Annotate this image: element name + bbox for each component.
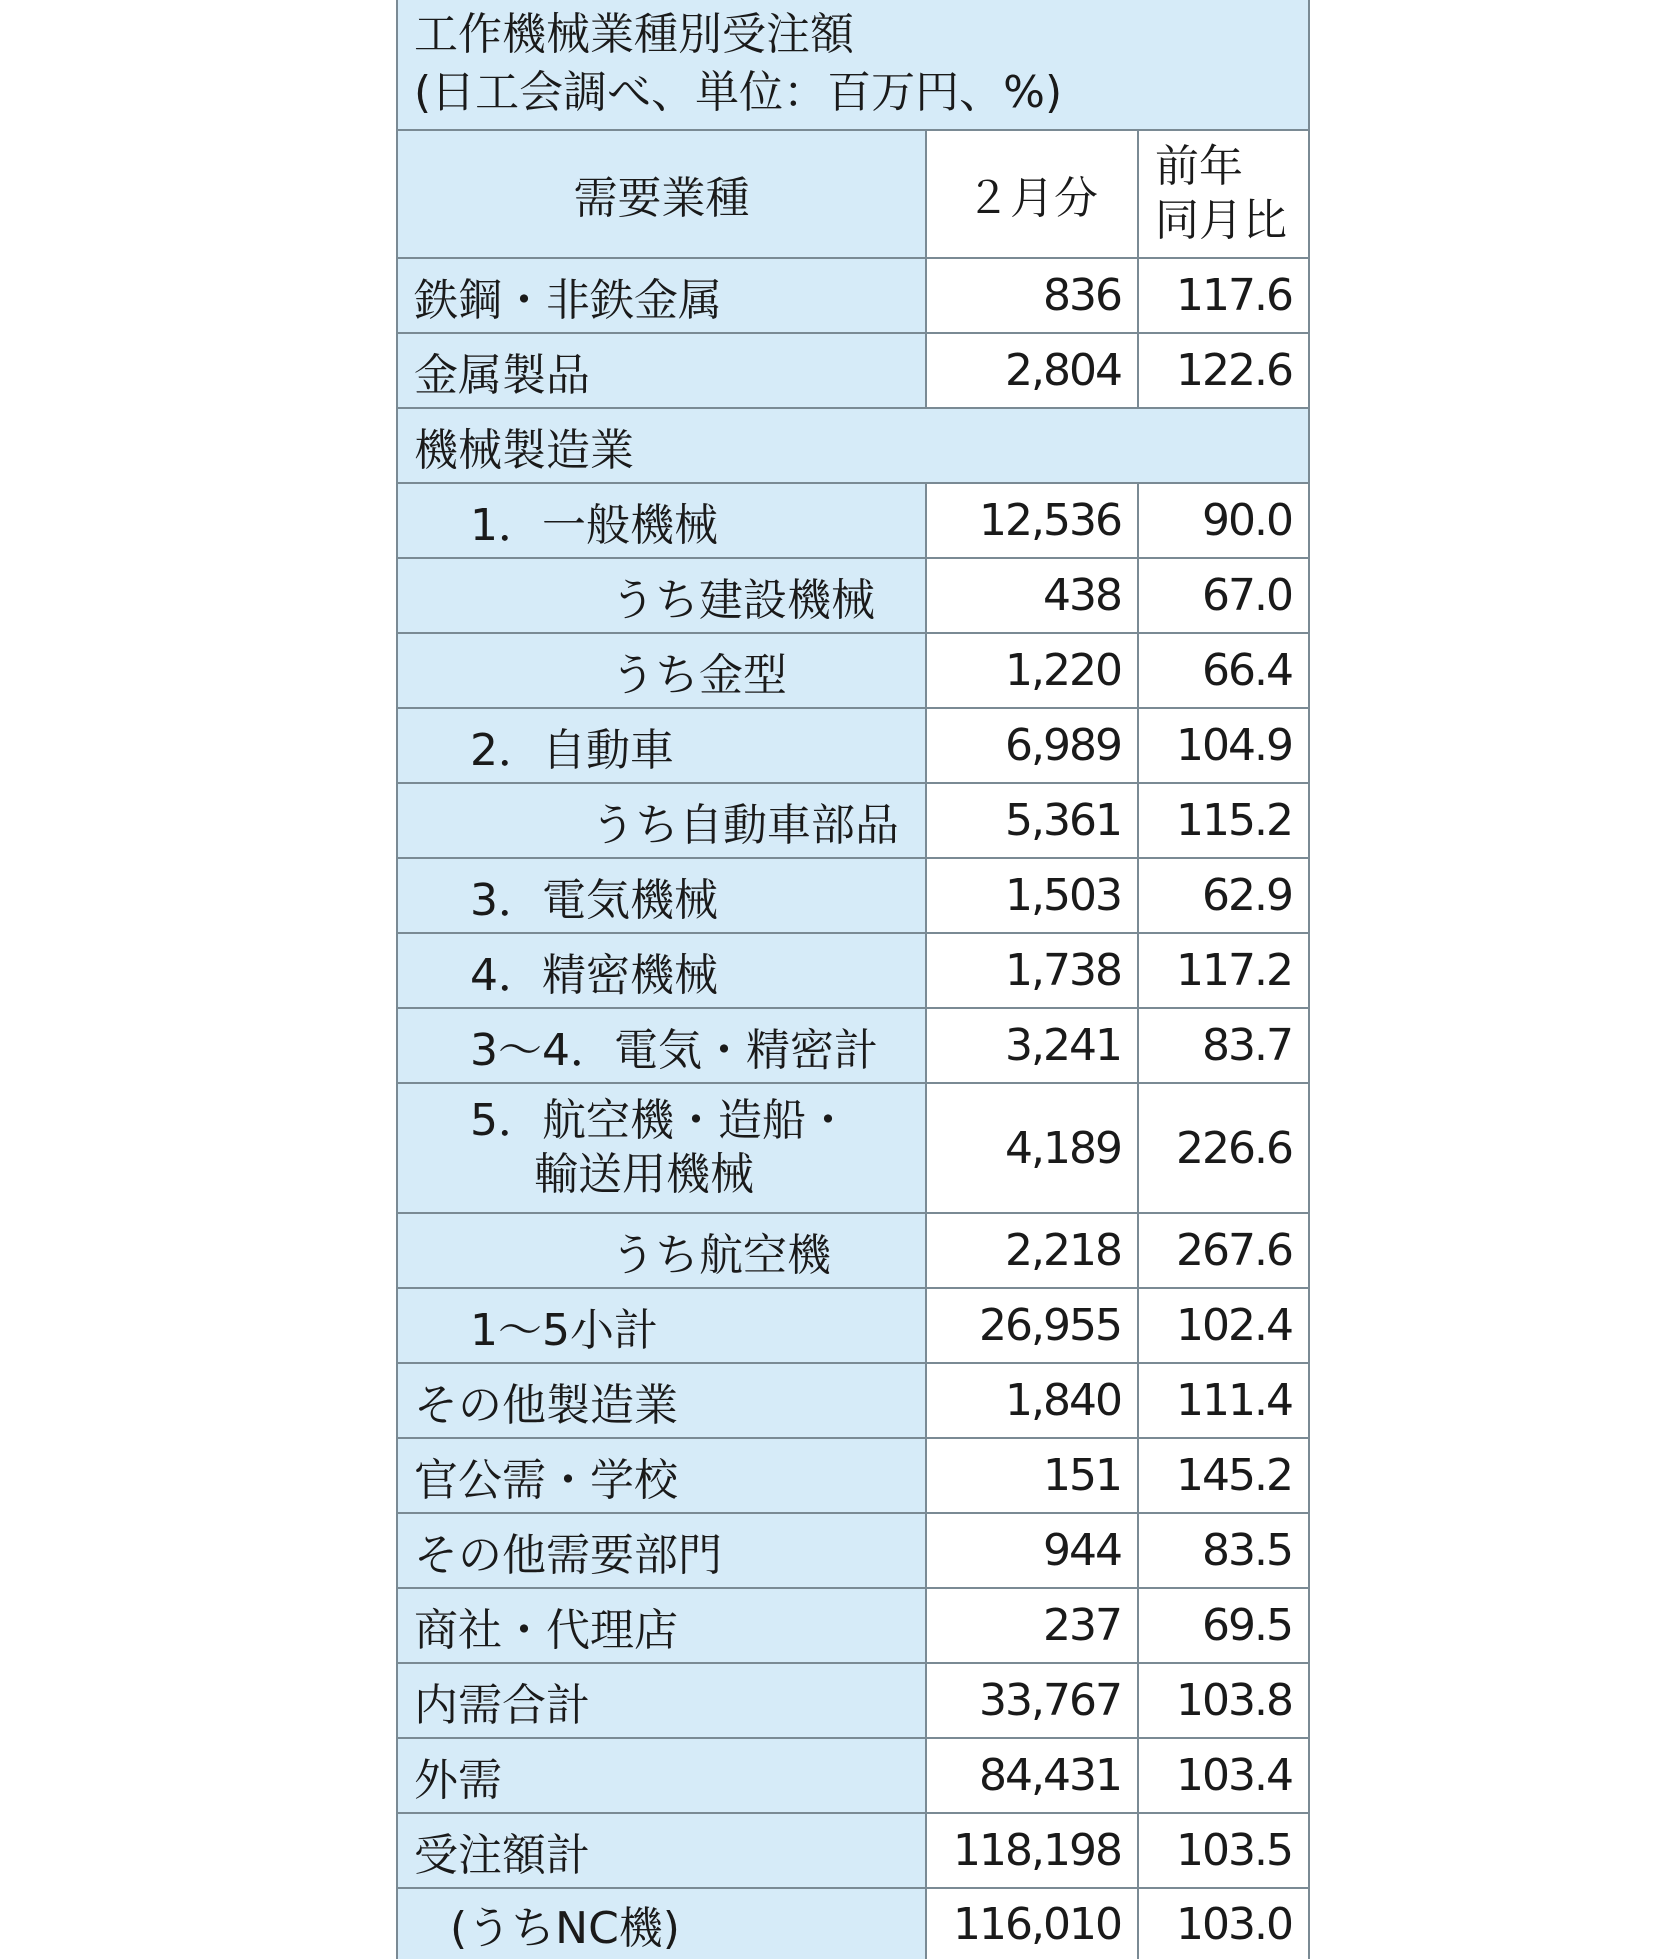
row-value: 2,804 bbox=[927, 334, 1139, 407]
header-yoy bbox=[1139, 131, 1308, 257]
row-label: 鉄鋼・非鉄金属 bbox=[398, 259, 927, 332]
row-value: 3,241 bbox=[927, 1009, 1139, 1082]
row-yoy: 83.7 bbox=[1139, 1009, 1308, 1082]
table-row bbox=[398, 1084, 1308, 1214]
orders-table bbox=[396, 0, 1310, 1959]
table-row bbox=[398, 259, 1308, 334]
row-label: 4．精密機械 bbox=[398, 934, 927, 1007]
row-label: 1．一般機械 bbox=[398, 484, 927, 557]
header-yoy-line-2: 同月比 bbox=[1155, 195, 1287, 246]
row-yoy: 103.0 bbox=[1139, 1889, 1308, 1959]
row-label: うち金型 bbox=[398, 634, 927, 707]
row-value: 4,189 bbox=[927, 1084, 1139, 1212]
table-row bbox=[398, 1214, 1308, 1289]
row-yoy: 145.2 bbox=[1139, 1439, 1308, 1512]
table-row bbox=[398, 784, 1308, 859]
table-row bbox=[398, 1589, 1308, 1664]
row-label: (うちNC機) bbox=[398, 1889, 927, 1959]
table-row bbox=[398, 1009, 1308, 1084]
table-title bbox=[398, 0, 1308, 131]
row-label-line-1: 5．航空機・造船・ bbox=[470, 1095, 850, 1146]
row-yoy: 103.4 bbox=[1139, 1739, 1308, 1812]
row-label: その他需要部門 bbox=[398, 1514, 927, 1587]
row-label: 外需 bbox=[398, 1739, 927, 1812]
row-value: 2,218 bbox=[927, 1214, 1139, 1287]
row-label: 2．自動車 bbox=[398, 709, 927, 782]
table-row bbox=[398, 1289, 1308, 1364]
row-yoy: 69.5 bbox=[1139, 1589, 1308, 1662]
row-yoy: 102.4 bbox=[1139, 1289, 1308, 1362]
header-february: ２月分 bbox=[927, 131, 1139, 257]
row-yoy: 117.6 bbox=[1139, 259, 1308, 332]
row-value: 6,989 bbox=[927, 709, 1139, 782]
table-row bbox=[398, 409, 1308, 484]
table-row bbox=[398, 559, 1308, 634]
row-yoy: 104.9 bbox=[1139, 709, 1308, 782]
table-row bbox=[398, 1739, 1308, 1814]
row-label: 官公需・学校 bbox=[398, 1439, 927, 1512]
table-row bbox=[398, 1514, 1308, 1589]
row-value: 12,536 bbox=[927, 484, 1139, 557]
row-label: 金属製品 bbox=[398, 334, 927, 407]
row-label: うち建設機械 bbox=[398, 559, 927, 632]
table-row bbox=[398, 484, 1308, 559]
row-value: 237 bbox=[927, 1589, 1139, 1662]
row-value: 1,220 bbox=[927, 634, 1139, 707]
row-blank-cell bbox=[927, 409, 1308, 482]
row-label: うち自動車部品 bbox=[398, 784, 927, 857]
table-row bbox=[398, 1814, 1308, 1889]
row-label: 3．電気機械 bbox=[398, 859, 927, 932]
row-label-line-2: 輸送用機械 bbox=[534, 1149, 754, 1200]
row-value: 5,361 bbox=[927, 784, 1139, 857]
row-yoy: 115.2 bbox=[1139, 784, 1308, 857]
row-value: 116,010 bbox=[927, 1889, 1139, 1959]
row-value: 1,503 bbox=[927, 859, 1139, 932]
row-yoy: 226.6 bbox=[1139, 1084, 1308, 1212]
table-row bbox=[398, 334, 1308, 409]
row-yoy: 103.8 bbox=[1139, 1664, 1308, 1737]
table-row bbox=[398, 859, 1308, 934]
header-industry: 需要業種 bbox=[398, 131, 927, 257]
table-row bbox=[398, 1364, 1308, 1439]
row-value: 1,738 bbox=[927, 934, 1139, 1007]
row-yoy: 103.5 bbox=[1139, 1814, 1308, 1887]
row-label: その他製造業 bbox=[398, 1364, 927, 1437]
table-row bbox=[398, 1889, 1308, 1959]
title-line-1: 工作機械業種別受注額 bbox=[414, 9, 854, 60]
row-label: 機械製造業 bbox=[398, 409, 927, 482]
row-label: 1〜5小計 bbox=[398, 1289, 927, 1362]
row-yoy: 267.6 bbox=[1139, 1214, 1308, 1287]
row-value: 33,767 bbox=[927, 1664, 1139, 1737]
header-row bbox=[398, 131, 1308, 259]
table-row bbox=[398, 634, 1308, 709]
row-label: 受注額計 bbox=[398, 1814, 927, 1887]
title-line-2: (日工会調べ、単位：百万円、%) bbox=[414, 67, 1063, 118]
table-row bbox=[398, 709, 1308, 784]
row-value: 1,840 bbox=[927, 1364, 1139, 1437]
row-yoy: 90.0 bbox=[1139, 484, 1308, 557]
row-label: 内需合計 bbox=[398, 1664, 927, 1737]
row-value: 438 bbox=[927, 559, 1139, 632]
row-label bbox=[398, 1084, 927, 1212]
row-value: 836 bbox=[927, 259, 1139, 332]
row-label: 商社・代理店 bbox=[398, 1589, 927, 1662]
row-label: 3〜4．電気・精密計 bbox=[398, 1009, 927, 1082]
row-yoy: 67.0 bbox=[1139, 559, 1308, 632]
row-yoy: 117.2 bbox=[1139, 934, 1308, 1007]
row-value: 118,198 bbox=[927, 1814, 1139, 1887]
table-row bbox=[398, 1439, 1308, 1514]
row-yoy: 122.6 bbox=[1139, 334, 1308, 407]
row-label: うち航空機 bbox=[398, 1214, 927, 1287]
row-value: 151 bbox=[927, 1439, 1139, 1512]
row-value: 944 bbox=[927, 1514, 1139, 1587]
row-yoy: 66.4 bbox=[1139, 634, 1308, 707]
table-row bbox=[398, 1664, 1308, 1739]
row-yoy: 83.5 bbox=[1139, 1514, 1308, 1587]
row-value: 84,431 bbox=[927, 1739, 1139, 1812]
row-yoy: 111.4 bbox=[1139, 1364, 1308, 1437]
row-value: 26,955 bbox=[927, 1289, 1139, 1362]
table-row bbox=[398, 934, 1308, 1009]
header-yoy-line-1: 前年 bbox=[1155, 141, 1243, 192]
row-yoy: 62.9 bbox=[1139, 859, 1308, 932]
